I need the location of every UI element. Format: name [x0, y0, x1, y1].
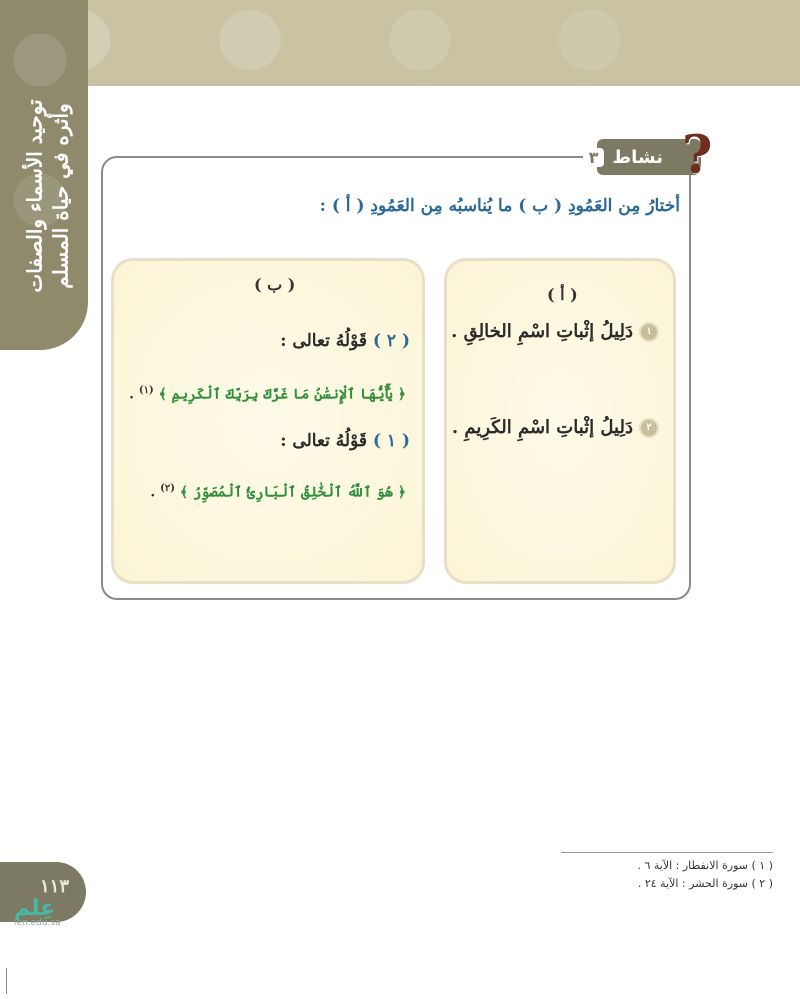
footnote-ref: (٢) [160, 483, 175, 494]
column-b-item-1-label: ( ٢ ) قَوْلُهُ تعالى : [280, 331, 410, 351]
activity-label: نشاط [612, 146, 663, 168]
answer-slot[interactable]: ٢ [386, 331, 397, 351]
crop-mark [6, 968, 7, 994]
quran-verse: ﴿ يَٰٓأَيُّهَا ٱلْإِنسَٰنُ مَا غَرَّكَ بِرَبِّكَ ٱلْكَرِيمِ ﴾ $^{(١)}$ . [129, 385, 406, 403]
chapter-title-line1: توحيد الأسماء والصفات [23, 99, 48, 293]
column-a-heading: ( أ ) [547, 285, 578, 304]
activity-number: ٣ [583, 148, 605, 167]
footnote-divider [561, 852, 773, 853]
page-number: ١١٣ [40, 876, 70, 897]
question-mark-icon: ? [682, 125, 713, 186]
item-number-badge: ٢ [639, 418, 659, 438]
publisher-tag: ien.edu.sa [14, 918, 61, 928]
column-b-heading: ( ب ) [254, 275, 296, 294]
chapter-title-line2: وأثره في حياة المسلم [49, 103, 74, 289]
footnote-ref: (١) [138, 385, 154, 396]
footnotes [561, 857, 773, 893]
activity-instruction: أختارُ مِن العَمُودِ ( ب ) ما يُناسبُه مِن العَمُودِ ( أ ) : [319, 196, 680, 216]
footnote-2: ( ٢ ) سورة الحشر : الآية ٢٤ . [637, 877, 773, 890]
item-number-badge: ١ [639, 322, 659, 342]
quran-verse: ﴿ هُوَ ٱللَّهُ ٱلْخَٰلِقُ ٱلْبَارِئُ ٱلْمُصَوِّرُ ﴾ $^{(٢)}$ . [150, 483, 406, 501]
header-band [0, 0, 800, 86]
column-a [444, 258, 676, 584]
footnote-1: ( ١ ) سورة الانفطار : الآية ٦ . [637, 859, 773, 872]
answer-slot[interactable]: ١ [386, 431, 397, 451]
column-b-item-2-label: ( ١ ) قَوْلُهُ تعالى : [280, 431, 410, 451]
column-a-item: ٢ دَلِيلُ إثْباتِ اسْمِ الكَرِيمِ . [452, 417, 659, 438]
column-b [111, 258, 425, 584]
chapter-title [8, 86, 88, 306]
publisher-logo: عِلم [14, 896, 56, 921]
column-a-item: ١ دَلِيلُ إثْباتِ اسْمِ الخالِقِ . [451, 321, 659, 342]
